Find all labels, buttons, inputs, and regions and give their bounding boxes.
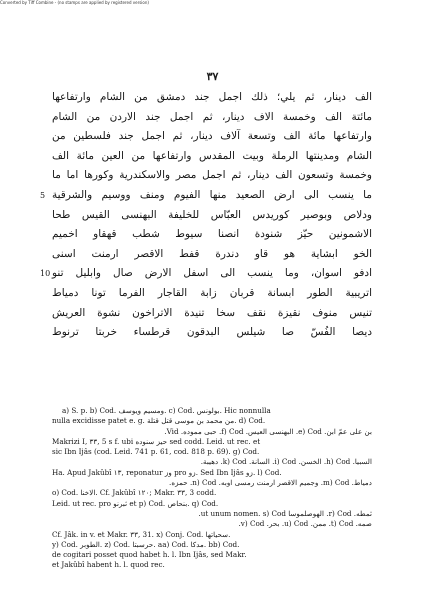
footnote-line: y) Cod. الطوبر. z) Cod. حرسبتا. aa) Cod. مدكا. bb) Cod. — [52, 539, 240, 549]
arabic-line: وارتفاعها مائة الف وتسعة آلاف دينار، ثم اجمل جند فلسطين من — [52, 130, 372, 143]
line-number: 10 — [40, 269, 51, 279]
footnote-line: de cogitari posset quod habet h. l. Ibn Ijâs, sed Makr. — [52, 550, 247, 560]
arabic-line: ودلاص وبوصير كوريدس العبّاس للخليفة البهنسى القيس طحا — [52, 208, 372, 221]
footnote-line: et Jakûbî habent h. l. quod rec. — [52, 560, 165, 570]
footnote-line: بن على عمّ ابن. e) Cod. البهنسى العيس. f) Cod. حبى مموده. Vid. — [164, 426, 372, 436]
arabic-line: الخو ابشاية هو قاو دندرة قفط الاقصر ارمنت اسنى — [52, 247, 372, 260]
arabic-line: اتريبية الطور ابسانة قربان زابة القاجار الفرما تونا دمياط — [52, 286, 372, 299]
arabic-line: ديصا الفُسّ صا شيلس البدقون قرطساء خربتا ترنوط — [52, 326, 372, 339]
arabic-line: وخمسة وتسعون الف دينار، ثم اجمل مصر والاسكندرية وكورها اما ما — [52, 169, 372, 182]
footnote-line: دمياط. m) Cod. وجميم الاقصر ارمنت رمسى اوبه. n) Cod. حمزه. — [169, 478, 372, 488]
footnote-line: Cf. Jâk. in v. et Makr. ٣٣, 31. x) Conj. Cod. سحياتها. — [52, 529, 231, 539]
footnote-line: a) S. p. b) Cod. ومسيم ويوسف. c) Cod. بولونس. Hic nonnulla — [62, 406, 271, 415]
footnote-line: o) Cod. الاخنا. Cf. Jakûbî ١٢٠; Makr. ٣٣, 3 codd. — [52, 488, 217, 498]
footnote-line: السبيا. h) Cod. الخسن. i) Cod. السانة. k) Cod. دهيبة. — [200, 457, 372, 467]
footnote-line: صمه. t) Cod. ممن. u) Cod. بحر. v) Cod. — [238, 519, 372, 529]
arabic-line: الف دينار، ثم يلي؛ ذلك اجمل جند دمشق من الشام وارتفاعها — [52, 91, 372, 103]
footnote-line: nulla excidisse patet e. g. من محمد بن موسى قتل قتلة. d) Cod. — [52, 416, 266, 426]
footnote-line: ثمطه. r) Cod. الهوصلموسا ut unum nomen. s) Cod. — [198, 508, 372, 518]
arabic-line: 10 ادفو اسوان، وما ينسب الى اسفل الارض صال وابليل تنو — [52, 264, 372, 284]
footnote-line: sic Ibn Ijâs (cod. Leid. 741 p. 61, cod. 818 p. 69). g) Cod. — [52, 447, 260, 457]
footnote-line: Makrizi I, ٣٣, 5 s f. ubi حيز سنوده sed codd. Leid. ut rec. et — [52, 436, 261, 446]
converter-note: Converted by Tiff Combine - (no stamps are applied by registered version) — [0, 0, 149, 5]
arabic-text-block — [40, 88, 372, 343]
arabic-line: مائتة الف وخمسة الاف دينار، ثم اجمل جند الاردن من الشام — [52, 110, 372, 123]
arabic-line: الشام ومدينتها الرملة وبيت المقدس وارتفاعها من العين مائة الف — [52, 149, 372, 162]
footnote-line: Leid. ut rec. pro ثبرنو et p) Cod. بنحاص. q) Cod. — [52, 498, 219, 508]
footnotes — [52, 406, 372, 571]
page-number: ٣٧ — [206, 70, 219, 83]
line-number: 5 — [40, 190, 46, 200]
arabic-line: 5 ما ينسب الى ارض الصعيد منها الفيوم ومنف ووسيم والشرقية — [52, 186, 372, 206]
footnote-line: Ha. Apud Jakûbî ١٣, reponatur ﻭﺯ pro ﺯﻭ. Sed Ibn Ijâs ﺯﻭ. l) Cod. — [52, 467, 282, 477]
arabic-line: الاشمونين حيّز شنودة انصنا سيوط شطب قهقاو اخميم — [52, 228, 372, 241]
arabic-line: تنيس منوف نقيزة نقف سخا تنيدة الاتراخون نشوة العريش — [52, 306, 372, 319]
